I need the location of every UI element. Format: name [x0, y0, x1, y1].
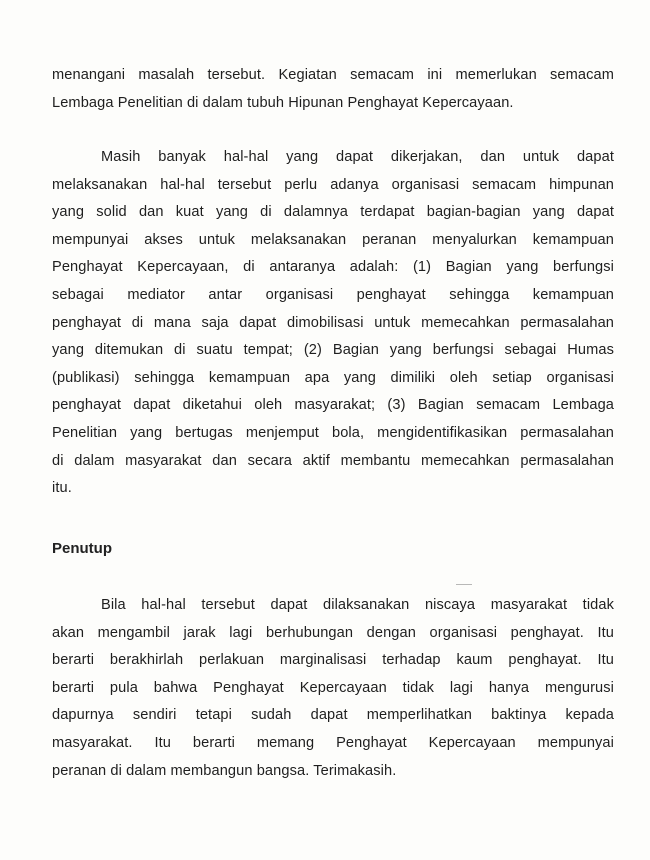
paragraph-line: penghayat dapat diketahui oleh masyarakat; (3) Bagian semacam Lembaga — [52, 397, 614, 414]
paragraph-line: Penghayat Kepercayaan, di antaranya adalah: (1) Bagian yang berfungsi — [52, 259, 614, 276]
paragraph-line: Lembaga Penelitian di dalam tubuh Hipunan Penghayat Kepercayaan. — [52, 94, 514, 111]
paragraph-line: peranan di dalam membangun bangsa. Terimakasih. — [52, 762, 397, 779]
paragraph-line: Masih banyak hal-hal yang dapat dikerjakan, dan untuk dapat — [101, 149, 614, 165]
paragraph-3 — [52, 592, 614, 785]
section-heading: Penutup — [52, 540, 112, 557]
paragraph-line: yang solid dan kuat yang di dalamnya terdapat bagian-bagian yang dapat — [52, 204, 614, 221]
paragraph-line: melaksanakan hal-hal tersebut perlu adanya organisasi semacam himpunan — [52, 176, 614, 193]
paragraph-1 — [52, 62, 614, 117]
paragraph-line: akan mengambil jarak lagi berhubungan dengan organisasi penghayat. Itu — [52, 624, 614, 641]
paragraph-line: (publikasi) sehingga kemampuan apa yang dimiliki oleh setiap organisasi — [52, 369, 614, 386]
paragraph-line: Penelitian yang bertugas menjemput bola, mengidentifikasikan permasalahan — [52, 424, 614, 441]
paragraph-line: itu. — [52, 480, 72, 497]
paragraph-line: masyarakat. Itu berarti memang Penghayat Kepercayaan mempunyai — [52, 734, 614, 751]
paragraph-line: Bila hal-hal tersebut dapat dilaksanakan niscaya masyarakat tidak — [101, 597, 614, 613]
paragraph-line: sebagai mediator antar organisasi penghayat sehingga kemampuan — [52, 286, 614, 303]
paragraph-line: di dalam masyarakat dan secara aktif membantu memecahkan permasalahan — [52, 452, 614, 469]
paragraph-line: berarti berakhirlah perlakuan marginalisasi terhadap kaum penghayat. Itu — [52, 652, 614, 669]
scan-speck — [456, 584, 472, 585]
paragraph-line: menangani masalah tersebut. Kegiatan semacam ini memerlukan semacam — [52, 67, 614, 83]
paragraph-line: penghayat di mana saja dapat dimobilisasi untuk memecahkan permasalahan — [52, 314, 614, 331]
paragraph-line: mempunyai akses untuk melaksanakan peranan menyalurkan kemampuan — [52, 231, 614, 248]
paragraph-2 — [52, 144, 614, 503]
paragraph-line: yang ditemukan di suatu tempat; (2) Bagian yang berfungsi sebagai Humas — [52, 342, 614, 359]
paragraph-line: berarti pula bahwa Penghayat Kepercayaan tidak lagi hanya mengurusi — [52, 679, 614, 696]
paragraph-line: dapurnya sendiri tetapi sudah dapat memperlihatkan baktinya kepada — [52, 707, 614, 724]
